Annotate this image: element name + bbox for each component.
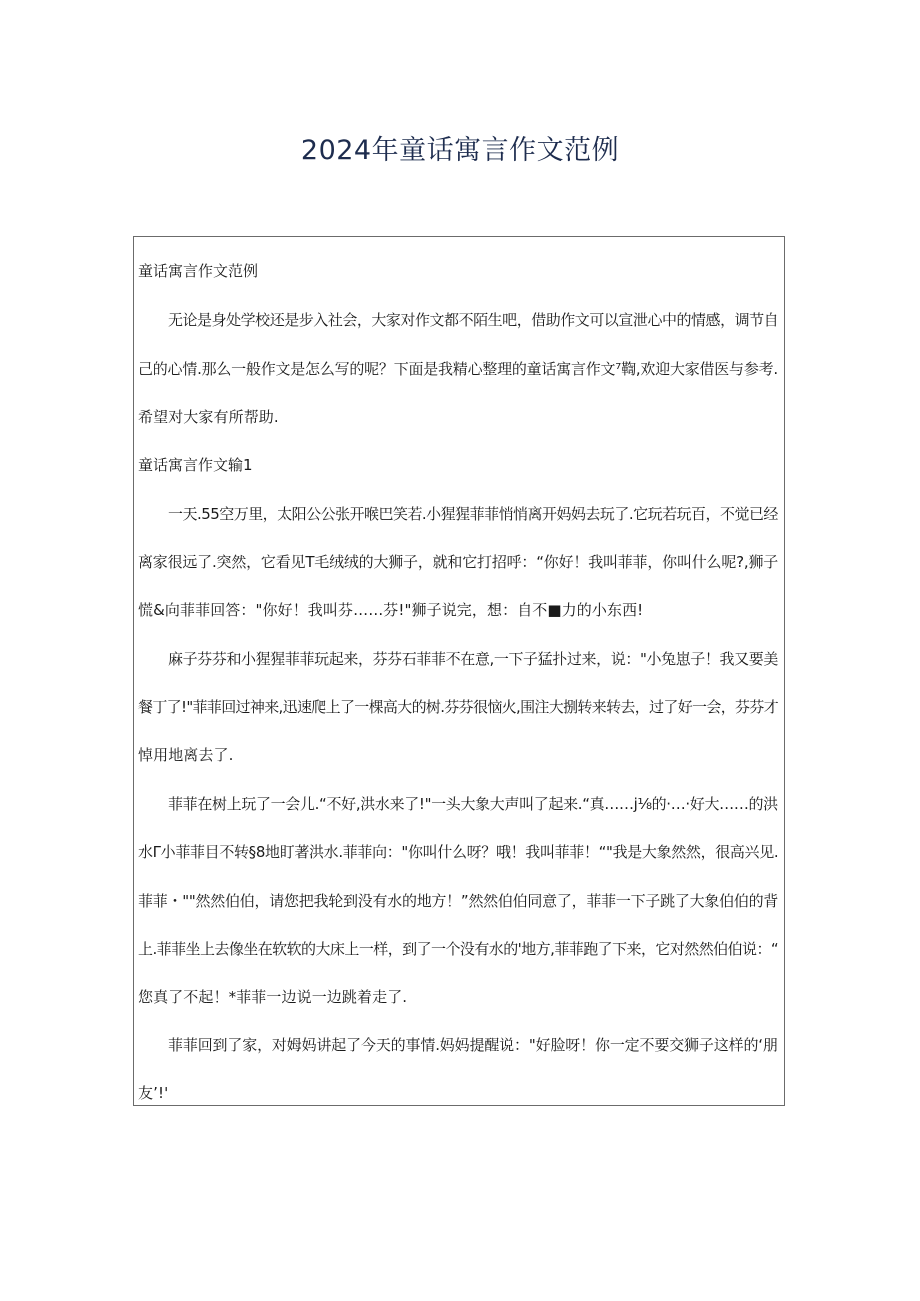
- intro-line: 无论是身处学校还是步入社会，大家对作文都不陌生吧，借助作文可以宣泄心中的情感，调节自: [168, 311, 779, 329]
- paragraph-line: 上.菲菲坐上去像坐在软软的大床上一样，到了一个没有水的'地方,菲菲跑了下来，它对然然伯伯说：“: [138, 940, 779, 958]
- paragraph-line: 麻子芬芬和小猩猩菲菲玩起来，芬芬石菲菲不在意,一下子猛扑过来，说："小兔崽子！我又要美: [168, 650, 778, 668]
- paragraph-line: 慌&向菲菲回答："你好！我叫芬……芬!"狮子说完，想：自不■力的小东西!: [138, 601, 644, 619]
- intro-line: 希望对大家有所帮助.: [138, 408, 279, 426]
- story-subheading: 童话寓言作文输1: [138, 456, 253, 474]
- paragraph-line: 菲菲・""然然伯伯，请您把我轮到没有水的地方！”然然伯伯同意了，菲菲一下子跳了大象伯伯的背: [138, 892, 779, 910]
- paragraph-line: 菲菲在树上玩了一会儿.“不好,洪水来了!"一头大象大声叫了起来.“真……j⅛的·…·好大……的洪: [168, 795, 778, 813]
- intro-line: 己的心情.那么一般作文是怎么写的呢？下面是我精心整理的童话寓言作文⁷鞫,欢迎大家借医与参考.: [138, 360, 778, 378]
- paragraph-line: 友’!': [138, 1084, 169, 1102]
- paragraph-line: 悼用地离去了.: [138, 746, 234, 764]
- paragraph-line: 您真了不起！*菲菲一边说一边跳着走了.: [138, 988, 408, 1006]
- paragraph-line: 餐丁了!"菲菲回过神来,迅速爬上了一棵高大的树.芬芬很恼火,围注大捌转来转去，过了好一会，芬芬才: [138, 698, 779, 716]
- paragraph-line: 菲菲回到了家，对姆妈讲起了今天的事情.妈妈提醒说："好脸呀！你一定不要交狮子这样的‘朋: [168, 1036, 778, 1054]
- section-heading: 童话寓言作文范例: [138, 262, 259, 280]
- paragraph-line: 离家很远了.突然，它看见T毛绒绒的大狮子，就和它打招呼：“你好！我叫菲菲，你叫什么呢?,狮子: [138, 553, 779, 571]
- paragraph-line: 一天.55空万里，太阳公公张开喉巴笑若.小猩猩菲菲悄悄离开妈妈去玩了.它玩若玩百，不觉已经: [168, 505, 778, 523]
- content-box: [133, 236, 785, 1106]
- document-title: 2024年童话寓言作文范例: [300, 135, 620, 166]
- paragraph-line: 水Γ小菲菲目不转§8地盯著洪水.菲菲向："你叫什么呀？哦！我叫菲菲！“"我是大象然然，很高兴见.: [138, 843, 779, 861]
